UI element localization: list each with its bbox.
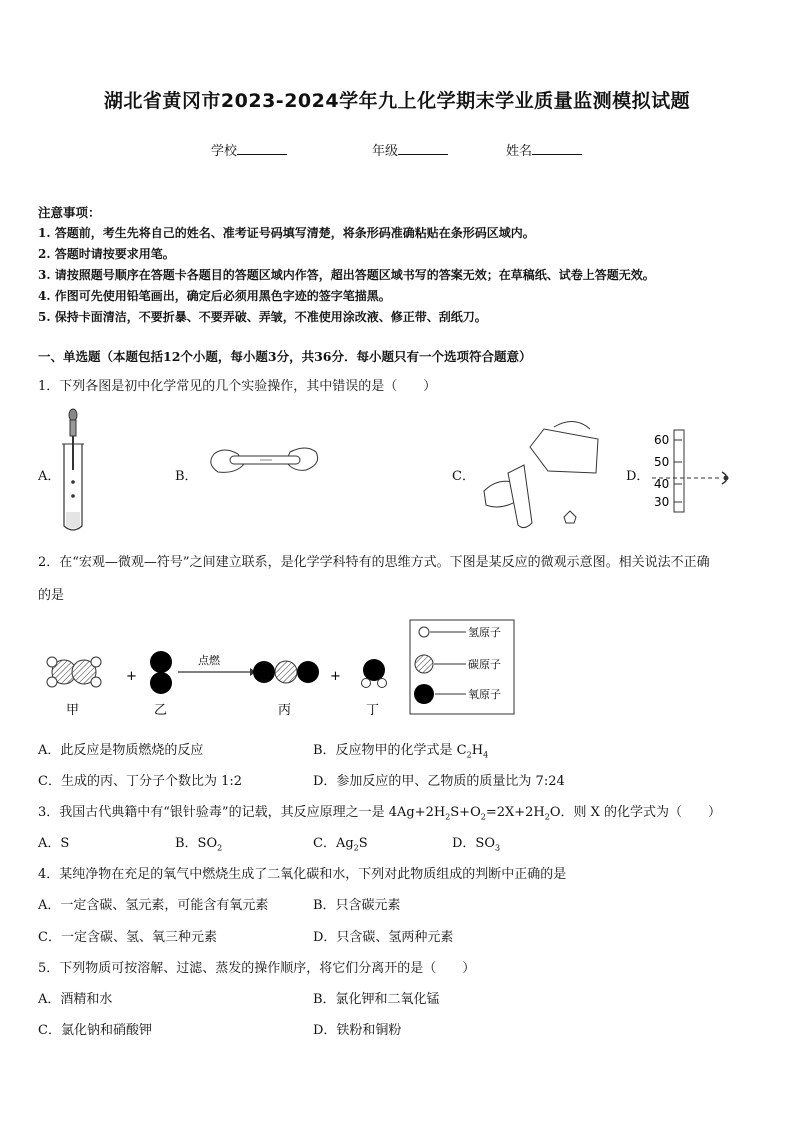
q2-option-c: C．生成的丙、丁分子个数比为 1:2 (38, 774, 243, 789)
name-blank (532, 142, 582, 155)
species-label-bing: 丙 (278, 703, 292, 718)
q2-stem-line1: 2．在“宏观—微观—符号”之间建立联系，是化学学科特有的思维方式。下图是某反应的微观示意图。相关说法不正确 (38, 555, 710, 570)
notice-item: 2. 答题时请按要求用笔。 (38, 247, 175, 261)
q4-stem: 4．某纯净物在充足的氧气中燃烧生成了二氧化碳和水，下列对此物质组成的判断中正确的是 (38, 867, 567, 882)
molecule-bing (253, 661, 319, 683)
notice-item: 4. 作图可先使用铅笔画出，确定后必须用黑色字迹的签字笔描黑。 (38, 289, 391, 303)
grade-field (372, 140, 448, 159)
name-label: 姓名 (506, 144, 533, 159)
q3-stem: 3．我国古代典籍中有“银针验毒”的记载，其反应原理之一是 $4Ag+2H_2S+O_2=2X+2H_2O$．则 X 的化学式为（ ） (38, 805, 722, 822)
legend-box (410, 620, 514, 714)
notice-item: 3. 请按照题号顺序在答题卡各题目的答题区域内作答，超出答题区域书写的答案无效；在草稿纸、试卷上答题无效。 (38, 268, 655, 282)
q5-option-c: C．氯化钠和硝酸钾 (38, 1023, 152, 1038)
q2-option-b: B．反应物甲的化学式是 $C_2H_4$ (313, 743, 489, 760)
q2-option-a: A．此反应是物质燃烧的反应 (38, 743, 204, 758)
school-label: 学校 (211, 144, 238, 159)
q4-option-b: B．只含碳元素 (313, 898, 401, 913)
q1-label-d: D． (626, 469, 650, 484)
legend-hydrogen: 氢原子 (468, 626, 501, 639)
species-label-yi: 乙 (154, 703, 168, 718)
molecule-jia (47, 657, 101, 687)
page-title: 湖北省黄冈市2023-2024学年九上化学期末学业质量监测模拟试题 (103, 90, 691, 112)
q1-stem: 1．下列各图是初中化学常见的几个实验操作，其中错误的是（ ） (38, 379, 437, 394)
plus-sign: + (330, 669, 341, 684)
graduated-cylinder-figure (650, 428, 740, 514)
notice-item: 1. 答题前，考生先将自己的姓名、准考证号码填写清楚，将条形码准确粘贴在条形码区域内。 (38, 226, 535, 240)
q1-label-a: A． (38, 469, 61, 484)
q3-option-a: A．S (38, 836, 70, 851)
name-field (506, 140, 582, 159)
legend-carbon: 碳原子 (468, 658, 501, 671)
grade-blank (398, 142, 448, 155)
q3-option-d: D．$SO_3$ (452, 836, 501, 853)
school-blank (237, 142, 287, 155)
pouring-liquid-figure (478, 413, 608, 533)
q1-label-c: C． (452, 469, 475, 484)
q4-option-c: C．一定含碳、氢、氧三种元素 (38, 930, 217, 945)
section-heading: 一、单选题（本题包括12个小题，每小题3分，共36分．每小题只有一个选项符合题意） (38, 349, 532, 364)
reaction-condition: 点燃 (198, 654, 220, 667)
q3-option-b: B．$SO_2$ (175, 836, 223, 853)
molecule-yi (150, 651, 172, 694)
species-label-jia: 甲 (66, 703, 80, 718)
q5-option-a: A．酒精和水 (38, 992, 113, 1007)
dropper-bulb (69, 409, 77, 436)
q3-option-c: C．$Ag_2S$ (313, 836, 368, 853)
q2-stem-line2: 的是 (38, 588, 65, 603)
molecule-ding (362, 659, 387, 688)
q2-option-d: D．参加反应的甲、乙物质的质量比为 7:24 (313, 774, 565, 789)
reaction-diagram (38, 616, 518, 720)
notice-item: 5. 保持卡面清洁，不要折暴、不要弄破、弄皱，不准使用涂改液、修正带、刮纸刀。 (38, 310, 487, 324)
hands-test-tube-figure (200, 440, 330, 480)
q4-option-a: A．一定含碳、氢元素，可能含有氧元素 (38, 898, 269, 913)
dropper-test-tube-figure (60, 408, 90, 534)
cylinder-tick-50: 50 (654, 455, 670, 469)
grade-label: 年级 (372, 144, 399, 159)
q5-stem: 5．下列物质可按溶解、过滤、蒸发的操作顺序，将它们分离开的是（ ） (38, 961, 476, 976)
species-label-ding: 丁 (366, 703, 380, 718)
plus-sign: + (126, 669, 137, 684)
q1-label-b: B． (175, 469, 198, 484)
notice-title: 注意事项： (38, 205, 101, 220)
cylinder-tick-40: 40 (654, 477, 670, 491)
cylinder-tick-60: 60 (654, 433, 670, 447)
q4-option-d: D．只含碳、氢两种元素 (313, 930, 454, 945)
q5-option-b: B．氯化钾和二氧化锰 (313, 992, 440, 1007)
cylinder-tick-30: 30 (654, 495, 670, 509)
school-field (211, 140, 287, 159)
q5-option-d: D．铁粉和铜粉 (313, 1023, 402, 1038)
legend-oxygen: 氧原子 (468, 688, 501, 701)
